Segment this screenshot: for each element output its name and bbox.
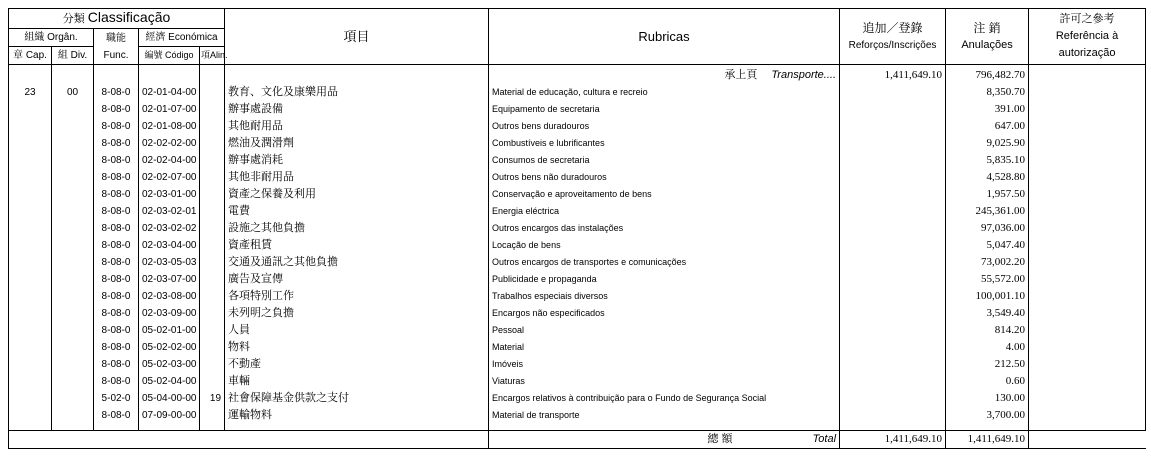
reforcos-cell: [840, 101, 946, 118]
table-row: [9, 322, 1146, 339]
codigo-header: 編號 Código: [139, 47, 200, 65]
referencia-cell: [1029, 288, 1146, 305]
rubrica-cell: Material de educação, cultura e recreio: [489, 84, 840, 101]
reforcos-cell: [840, 152, 946, 169]
total-reforcos: 1,411,649.10: [840, 431, 946, 449]
referencia-cell: [1029, 339, 1146, 356]
transport-pt: Transporte....: [771, 69, 837, 81]
code-cell: 02-03-05-03: [139, 254, 200, 271]
table-row: [9, 84, 1146, 101]
referencia-cell: [1029, 356, 1146, 373]
code-cell: 05-02-02-00: [139, 339, 200, 356]
referencia-cell: [1029, 186, 1146, 203]
cap-cell: [9, 186, 52, 203]
table-row: [9, 220, 1146, 237]
cap-header: 章 Cap.: [9, 47, 52, 65]
table-row: [9, 186, 1146, 203]
anulacoes-cell: 5,835.10: [946, 152, 1029, 169]
reforcos-cell: [840, 305, 946, 322]
rubricas-header: Rubricas: [489, 9, 840, 65]
rubrica-cell: Pessoal: [489, 322, 840, 339]
referencia-zh: 許可之參考: [1059, 13, 1115, 25]
func-cell: 8-08-0: [94, 339, 139, 356]
anulacoes-cell: 100,001.10: [946, 288, 1029, 305]
anulacoes-cell: 5,047.40: [946, 237, 1029, 254]
reforcos-cell: [840, 254, 946, 271]
code-cell: 05-04-00-00: [139, 390, 200, 407]
div-cell: [52, 356, 94, 373]
reforcos-cell: [840, 135, 946, 152]
item-cell: 設施之其他負擔: [225, 220, 489, 237]
anulacoes-cell: 391.00: [946, 101, 1029, 118]
code-cell: 02-01-08-00: [139, 118, 200, 135]
table-row: [9, 305, 1146, 322]
func-cell: 8-08-0: [94, 254, 139, 271]
code-cell: 02-03-02-01: [139, 203, 200, 220]
referencia-cell: [1029, 152, 1146, 169]
table-body: [9, 65, 1146, 425]
anulacoes-cell: 647.00: [946, 118, 1029, 135]
reforcos-cell: [840, 186, 946, 203]
alin-cell: [200, 237, 225, 254]
funcional-zh: 職能: [106, 32, 126, 44]
rubrica-cell: Material de transporte: [489, 407, 840, 424]
anulacoes-cell: 3,700.00: [946, 407, 1029, 424]
code-cell: 02-02-02-00: [139, 135, 200, 152]
classification-header: [9, 9, 225, 29]
func-cell: 8-08-0: [94, 271, 139, 288]
code-cell: 02-02-07-00: [139, 169, 200, 186]
referencia-pt1: Referência à: [1055, 30, 1119, 42]
cap-cell: [9, 152, 52, 169]
reforcos-cell: [840, 169, 946, 186]
carry-row: [9, 65, 1146, 85]
alin-cell: [200, 322, 225, 339]
alin-cell: [200, 373, 225, 390]
func-cell: 8-08-0: [94, 288, 139, 305]
anulacoes-cell: 245,361.00: [946, 203, 1029, 220]
code-cell: 02-03-09-00: [139, 305, 200, 322]
table-row: [9, 288, 1146, 305]
div-cell: [52, 305, 94, 322]
table-row: [9, 237, 1146, 254]
cap-cell: [9, 101, 52, 118]
anulacoes-cell: 3,549.40: [946, 305, 1029, 322]
alin-cell: 19: [200, 390, 225, 407]
div-cell: [52, 118, 94, 135]
referencia-cell: [1029, 305, 1146, 322]
total-row: [9, 431, 1146, 449]
cap-cell: [9, 254, 52, 271]
referencia-cell: [1029, 254, 1146, 271]
table-row: [9, 356, 1146, 373]
cap-cell: [9, 356, 52, 373]
referencia-cell: [1029, 220, 1146, 237]
item-zh-header: 項目: [225, 9, 489, 65]
func-cell: 8-08-0: [94, 101, 139, 118]
cap-cell: [9, 373, 52, 390]
anulacoes-cell: 8,350.70: [946, 84, 1029, 101]
cap-cell: [9, 288, 52, 305]
rubrica-cell: Equipamento de secretaria: [489, 101, 840, 118]
func-cell: 5-02-0: [94, 390, 139, 407]
func-cell: 8-08-0: [94, 203, 139, 220]
div-cell: [52, 152, 94, 169]
func-cell: 8-08-0: [94, 237, 139, 254]
referencia-cell: [1029, 390, 1146, 407]
reforcos-cell: [840, 118, 946, 135]
div-cell: 00: [52, 84, 94, 101]
table-row: [9, 407, 1146, 424]
anulacoes-cell: 0.60: [946, 373, 1029, 390]
transport-label: [489, 65, 840, 85]
reforcos-cell: [840, 390, 946, 407]
item-cell: 不動產: [225, 356, 489, 373]
anulacoes-cell: 212.50: [946, 356, 1029, 373]
cap-cell: [9, 237, 52, 254]
func-cell: 8-08-0: [94, 135, 139, 152]
reforcos-cell: [840, 322, 946, 339]
alin-cell: [200, 203, 225, 220]
rubrica-cell: Encargos não especificados: [489, 305, 840, 322]
reforcos-pt: Reforços/Inscrições: [848, 39, 937, 51]
item-cell: 物料: [225, 339, 489, 356]
table-row: [9, 118, 1146, 135]
table-row: [9, 390, 1146, 407]
alin-cell: [200, 288, 225, 305]
anulacoes-cell: 4,528.80: [946, 169, 1029, 186]
alin-cell: [200, 84, 225, 101]
cap-cell: [9, 390, 52, 407]
item-cell: 燃油及潤滑劑: [225, 135, 489, 152]
code-cell: 05-02-03-00: [139, 356, 200, 373]
anulacoes-cell: 4.00: [946, 339, 1029, 356]
code-cell: 02-03-04-00: [139, 237, 200, 254]
code-cell: 02-03-08-00: [139, 288, 200, 305]
code-cell: 07-09-00-00: [139, 407, 200, 424]
div-cell: [52, 288, 94, 305]
func-cell: 8-08-0: [94, 407, 139, 424]
div-cell: [52, 186, 94, 203]
reforcos-cell: [840, 271, 946, 288]
rubrica-cell: Trabalhos especiais diversos: [489, 288, 840, 305]
item-cell: 其他耐用品: [225, 118, 489, 135]
func-cell: 8-08-0: [94, 220, 139, 237]
alin-cell: [200, 220, 225, 237]
code-cell: 02-03-01-00: [139, 186, 200, 203]
anulacoes-header: [946, 9, 1029, 65]
referencia-cell: [1029, 203, 1146, 220]
item-cell: 教育、文化及康樂用品: [225, 84, 489, 101]
item-cell: 電費: [225, 203, 489, 220]
cap-cell: [9, 305, 52, 322]
rubrica-cell: Conservação e aproveitamento de bens: [489, 186, 840, 203]
economica-header: 經濟 Económica: [139, 29, 225, 47]
alin-cell: [200, 101, 225, 118]
referencia-header: [1029, 9, 1146, 65]
referencia-cell: [1029, 84, 1146, 101]
rubrica-cell: Consumos de secretaria: [489, 152, 840, 169]
anulacoes-cell: 73,002.20: [946, 254, 1029, 271]
item-cell: 資產之保養及利用: [225, 186, 489, 203]
cap-cell: 23: [9, 84, 52, 101]
item-cell: 辦事處消耗: [225, 152, 489, 169]
code-cell: 02-03-02-02: [139, 220, 200, 237]
div-cell: [52, 271, 94, 288]
div-cell: [52, 203, 94, 220]
budget-table: [8, 8, 1146, 449]
cap-cell: [9, 407, 52, 424]
reforcos-cell: [840, 407, 946, 424]
alin-cell: [200, 254, 225, 271]
item-cell: 資產租賃: [225, 237, 489, 254]
alin-cell: [200, 169, 225, 186]
reforcos-zh: 追加／登錄: [862, 20, 923, 35]
anulacoes-pt: Anulações: [961, 38, 1013, 51]
item-cell: 運輸物料: [225, 407, 489, 424]
anulacoes-cell: 1,957.50: [946, 186, 1029, 203]
func-cell: 8-08-0: [94, 356, 139, 373]
rubrica-cell: Locação de bens: [489, 237, 840, 254]
table-header: [9, 9, 1146, 65]
alin-cell: [200, 339, 225, 356]
alin-header: 項Alin.: [200, 47, 225, 65]
table-row: [9, 373, 1146, 390]
total-pt: Total: [812, 433, 837, 445]
rubrica-cell: Energia eléctrica: [489, 203, 840, 220]
reforcos-header: [840, 9, 946, 65]
reforcos-cell: [840, 339, 946, 356]
func-cell: 8-08-0: [94, 84, 139, 101]
div-cell: [52, 237, 94, 254]
item-cell: 辦事處設備: [225, 101, 489, 118]
table-row: [9, 169, 1146, 186]
rubrica-cell: Imóveis: [489, 356, 840, 373]
alin-cell: [200, 356, 225, 373]
budget-table-sheet: [8, 8, 1145, 449]
transport-zh: 承上頁: [724, 69, 758, 81]
alin-cell: [200, 271, 225, 288]
anulacoes-cell: 130.00: [946, 390, 1029, 407]
func-cell: 8-08-0: [94, 186, 139, 203]
rubrica-cell: Material: [489, 339, 840, 356]
table-footer: [9, 424, 1146, 449]
alin-cell: [200, 118, 225, 135]
total-zh: 總 額: [707, 433, 733, 445]
table-row: [9, 339, 1146, 356]
item-cell: 交通及通訊之其他負擔: [225, 254, 489, 271]
code-cell: 02-02-04-00: [139, 152, 200, 169]
rubrica-cell: Outros bens não duradouros: [489, 169, 840, 186]
anulacoes-cell: 9,025.90: [946, 135, 1029, 152]
code-cell: 05-02-04-00: [139, 373, 200, 390]
item-cell: 未列明之負擔: [225, 305, 489, 322]
rubrica-cell: Outros encargos das instalações: [489, 220, 840, 237]
total-anulacoes: 1,411,649.10: [946, 431, 1029, 449]
item-cell: 車輛: [225, 373, 489, 390]
item-cell: 人員: [225, 322, 489, 339]
table-row: [9, 152, 1146, 169]
reforcos-cell: [840, 373, 946, 390]
table-row: [9, 101, 1146, 118]
div-cell: [52, 407, 94, 424]
func-cell: 8-08-0: [94, 118, 139, 135]
table-row: [9, 254, 1146, 271]
referencia-cell: [1029, 169, 1146, 186]
referencia-cell: [1029, 322, 1146, 339]
code-cell: 05-02-01-00: [139, 322, 200, 339]
referencia-cell: [1029, 118, 1146, 135]
table-row: [9, 135, 1146, 152]
table-row: [9, 203, 1146, 220]
cap-cell: [9, 135, 52, 152]
alin-cell: [200, 135, 225, 152]
organica-header: 組織 Orgân.: [9, 29, 94, 47]
div-cell: [52, 169, 94, 186]
alin-cell: [200, 186, 225, 203]
rubrica-cell: Outros encargos de transportes e comunicações: [489, 254, 840, 271]
func-cell: 8-08-0: [94, 152, 139, 169]
item-cell: 廣告及宣傳: [225, 271, 489, 288]
anulacoes-cell: 97,036.00: [946, 220, 1029, 237]
div-cell: [52, 254, 94, 271]
div-cell: [52, 101, 94, 118]
cap-cell: [9, 220, 52, 237]
alin-cell: [200, 407, 225, 424]
cap-cell: [9, 118, 52, 135]
rubrica-cell: Publicidade e propaganda: [489, 271, 840, 288]
referencia-cell: [1029, 135, 1146, 152]
reforcos-cell: [840, 203, 946, 220]
funcional-pt: Func.: [103, 49, 129, 61]
referencia-cell: [1029, 407, 1146, 424]
carry-reforcos: 1,411,649.10: [840, 65, 946, 85]
reforcos-cell: [840, 356, 946, 373]
table-row: [9, 271, 1146, 288]
div-cell: [52, 373, 94, 390]
div-cell: [52, 135, 94, 152]
referencia-pt2: autorização: [1058, 47, 1116, 59]
func-cell: 8-08-0: [94, 373, 139, 390]
rubrica-cell: Combustíveis e lubrificantes: [489, 135, 840, 152]
cap-cell: [9, 169, 52, 186]
div-cell: [52, 390, 94, 407]
div-header: 組 Div.: [52, 47, 94, 65]
cap-cell: [9, 322, 52, 339]
reforcos-cell: [840, 84, 946, 101]
reforcos-cell: [840, 288, 946, 305]
rubrica-cell: Encargos relativos à contribuição para o Fundo de Segurança Social: [489, 390, 840, 407]
alin-cell: [200, 152, 225, 169]
reforcos-cell: [840, 237, 946, 254]
carry-anulacoes: 796,482.70: [946, 65, 1029, 85]
cap-cell: [9, 203, 52, 220]
div-cell: [52, 322, 94, 339]
code-cell: 02-01-07-00: [139, 101, 200, 118]
alin-cell: [200, 305, 225, 322]
referencia-cell: [1029, 373, 1146, 390]
code-cell: 02-01-04-00: [139, 84, 200, 101]
classification-zh: 分類: [62, 13, 85, 25]
classification-pt: Classificação: [87, 9, 171, 25]
rubrica-cell: Viaturas: [489, 373, 840, 390]
item-cell: 各項特別工作: [225, 288, 489, 305]
referencia-cell: [1029, 237, 1146, 254]
referencia-cell: [1029, 271, 1146, 288]
total-label: [489, 431, 840, 449]
item-cell: 其他非耐用品: [225, 169, 489, 186]
func-cell: 8-08-0: [94, 169, 139, 186]
funcional-header: [94, 29, 139, 65]
reforcos-cell: [840, 220, 946, 237]
item-cell: 社會保障基金供款之支付: [225, 390, 489, 407]
div-cell: [52, 339, 94, 356]
func-cell: 8-08-0: [94, 305, 139, 322]
referencia-cell: [1029, 101, 1146, 118]
code-cell: 02-03-07-00: [139, 271, 200, 288]
rubrica-cell: Outros bens duradouros: [489, 118, 840, 135]
anulacoes-cell: 814.20: [946, 322, 1029, 339]
cap-cell: [9, 339, 52, 356]
div-cell: [52, 220, 94, 237]
func-cell: 8-08-0: [94, 322, 139, 339]
anulacoes-zh: 注 銷: [973, 20, 1001, 35]
anulacoes-cell: 55,572.00: [946, 271, 1029, 288]
cap-cell: [9, 271, 52, 288]
